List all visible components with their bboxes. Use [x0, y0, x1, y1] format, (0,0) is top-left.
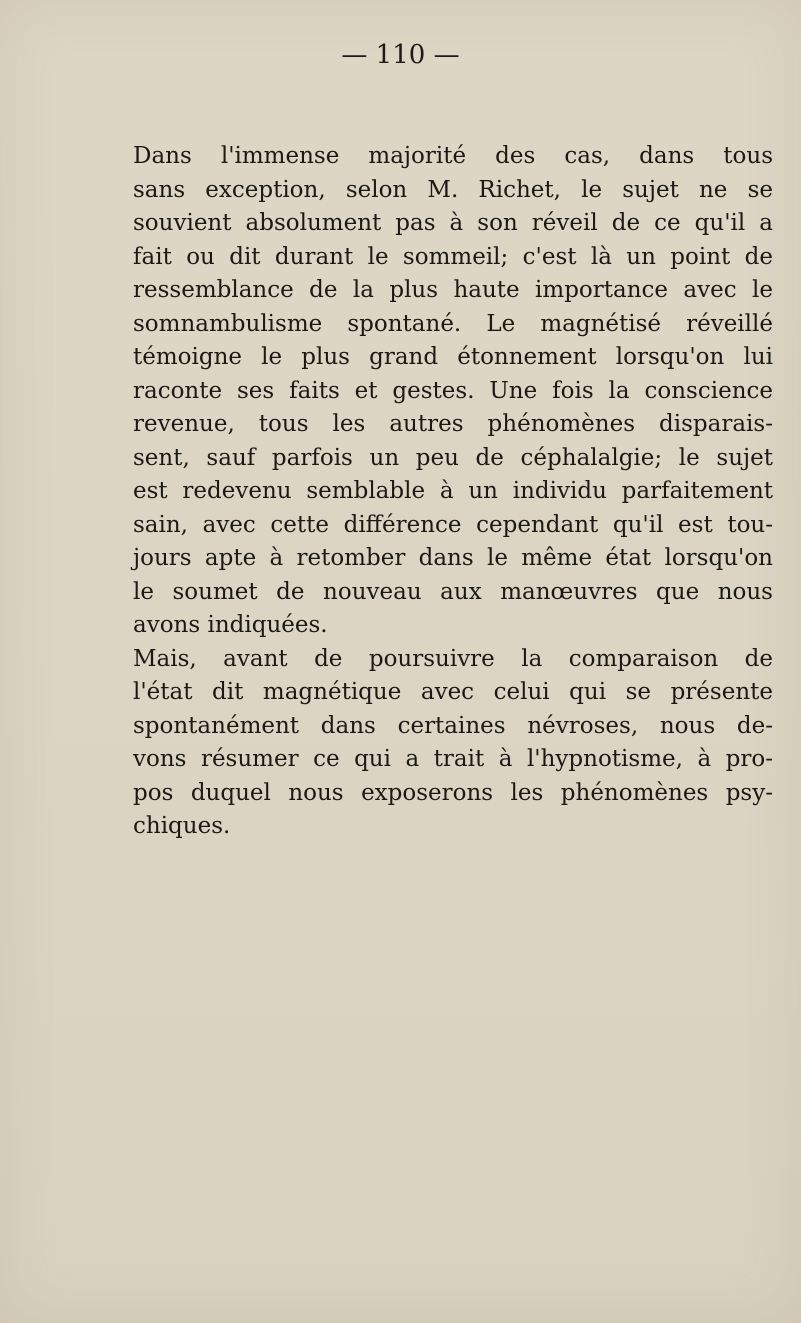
text-line: fait ou dit durant le sommeil; c'est là un point de — [133, 243, 773, 270]
text-line: souvient absolument pas à son réveil de ce qu'il a — [133, 210, 773, 236]
text-line: Dans l'immense majorité des cas, dans tous — [133, 143, 773, 169]
text-line: Mais, avant de poursuivre la comparaison de — [133, 645, 773, 672]
text-line: raconte ses faits et gestes. Une fois la conscience — [133, 377, 773, 404]
text-line: l'état dit magnétique avec celui qui se présente — [133, 679, 773, 705]
page-number: — 110 — — [341, 40, 460, 70]
text-line: spontanément dans certaines névroses, nous de- — [133, 712, 773, 739]
text-line: revenue, tous les autres phénomènes disparais- — [133, 411, 773, 437]
text-line: est redevenu semblable à un individu parfaitement — [133, 478, 773, 504]
text-line: le soumet de nouveau aux manœuvres que nous — [133, 578, 773, 605]
text-line: vons résumer ce qui a trait à l'hypnotisme, à pro- — [133, 746, 773, 772]
text-line: pos duquel nous exposerons les phénomènes psy- — [133, 779, 773, 806]
text-line: chiques. — [133, 813, 231, 839]
text-line: témoigne le plus grand étonnement lorsqu'on lui — [133, 344, 773, 370]
text-line: avons indiquées. — [133, 612, 328, 638]
text-line: sent, sauf parfois un peu de céphalalgie; le sujet — [133, 444, 773, 471]
text-line: ressemblance de la plus haute importance avec le — [133, 277, 773, 303]
text-line: sain, avec cette différence cependant qu'il est tou- — [133, 511, 773, 538]
text-line: jours apte à retomber dans le même état lorsqu'on — [133, 545, 773, 571]
text-line: somnambulisme spontané. Le magnétisé réveillé — [133, 310, 773, 337]
text-line: sans exception, selon M. Richet, le sujet ne se — [133, 176, 773, 203]
body-text — [133, 140, 773, 844]
